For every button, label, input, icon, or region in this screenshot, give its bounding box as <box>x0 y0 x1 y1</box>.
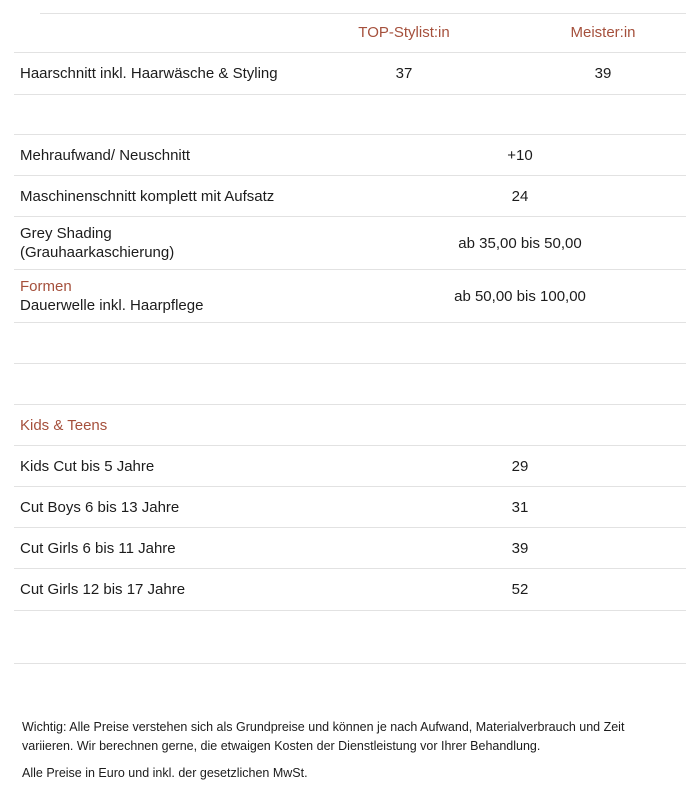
price-value: 52 <box>511 581 529 598</box>
row-label: Kids Cut bis 5 Jahre <box>20 457 155 475</box>
price-row-grey-shading <box>14 217 686 270</box>
footer-note-important: Wichtig: Alle Preise verstehen sich als Grundpreise und können je nach Aufwand, Materialverbrauch und Zeit variieren. Wir berechnen gerne, die etwaigen Kosten der Dienstleistung vor Ihrer Behandlung. <box>22 720 625 753</box>
section-header-kids-teens <box>14 405 686 446</box>
spacer-row <box>14 95 686 135</box>
price-row-maschinenschnitt <box>14 176 686 217</box>
row-label: Cut Boys 6 bis 13 Jahre <box>20 498 180 516</box>
row-label: Cut Girls 6 bis 11 Jahre <box>20 539 176 557</box>
price-value: ab 35,00 bis 50,00 <box>458 234 582 252</box>
row-label: Haarschnitt inkl. Haarwäsche & Styling <box>20 65 278 82</box>
price-row-formen <box>14 270 686 323</box>
footer-note-vat: Alle Preise in Euro und inkl. der gesetzlichen MwSt. <box>22 766 308 780</box>
price-table <box>14 13 686 664</box>
price-value: ab 50,00 bis 100,00 <box>454 287 586 305</box>
price-value: 31 <box>511 498 529 516</box>
price-value: +10 <box>507 146 533 164</box>
row-label: Mehraufwand/ Neuschnitt <box>20 146 191 164</box>
price-row-mehraufwand <box>14 135 686 176</box>
row-label-formen-heading: Formen <box>20 278 72 295</box>
row-label-line2: Dauerwelle inkl. Haarpflege <box>20 297 204 314</box>
spacer-row <box>14 323 686 364</box>
column-header-top-stylist: TOP-Stylist:in <box>358 24 450 41</box>
row-label: Cut Girls 12 bis 17 Jahre <box>20 581 186 598</box>
row-label-line1: Grey Shading <box>20 225 112 242</box>
price-row-cut-boys <box>14 487 686 528</box>
section-title: Kids & Teens <box>20 416 108 434</box>
row-label: Maschinenschnitt komplett mit Aufsatz <box>20 187 275 205</box>
column-header-meister: Meister:in <box>570 24 636 41</box>
price-value-top-stylist: 37 <box>395 65 413 82</box>
price-row-haarschnitt <box>14 53 686 95</box>
footer-notes <box>22 718 670 783</box>
price-row-cut-girls-6-11 <box>14 528 686 569</box>
price-row-cut-girls-12-17 <box>14 569 686 611</box>
row-label <box>14 224 174 262</box>
price-value: 29 <box>511 457 529 475</box>
table-header-row <box>14 13 686 53</box>
price-value-meister: 39 <box>594 65 612 82</box>
price-value: 24 <box>511 187 529 205</box>
price-value: 39 <box>511 539 529 557</box>
spacer-row <box>14 611 686 664</box>
price-row-kids-cut <box>14 446 686 487</box>
spacer-row <box>14 364 686 405</box>
row-label <box>14 277 203 315</box>
row-label-line2: (Grauhaarkaschierung) <box>20 244 175 261</box>
